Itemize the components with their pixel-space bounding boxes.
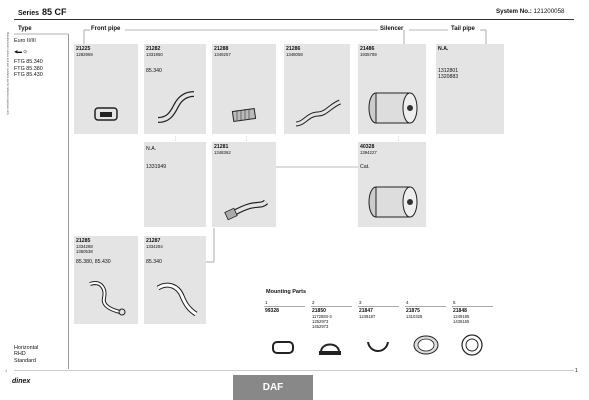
part-ref: 1349257: [214, 52, 231, 57]
u-bolt-clamp-icon: [317, 338, 345, 358]
sidebar-divider: [68, 34, 69, 369]
part-card-21486[interactable]: [358, 44, 426, 134]
page-number: 1: [575, 368, 578, 374]
curved-pipe-icon: [292, 96, 344, 132]
part-card-tail-pipe-na[interactable]: [436, 44, 504, 134]
part-card-21285[interactable]: [74, 236, 138, 324]
mounting-item-4[interactable]: 4 21875 1310328: [405, 300, 446, 360]
part-number: 21287: [146, 238, 161, 244]
part-ref: 1282969: [76, 52, 93, 57]
part-number: 21281: [214, 144, 229, 150]
part-card-21281[interactable]: [212, 142, 276, 227]
part-number: 21486: [360, 46, 375, 52]
catalyst-silencer-icon: [366, 182, 420, 224]
series-value: 85 CF: [42, 7, 67, 17]
system-number-value: 121200058: [533, 8, 565, 15]
dinex-logo: dinex: [12, 378, 31, 385]
column-front-pipe: Front pipe: [91, 26, 121, 32]
svg-text:⋮: ⋮: [173, 136, 178, 142]
column-type: Type: [18, 26, 32, 32]
part-card-na-1331949[interactable]: [144, 142, 206, 227]
part-note: 1312801 1320883: [438, 68, 459, 80]
part-ref: 1348362: [214, 150, 231, 155]
vertical-disclaimer: Manufacturers names and part numbers are for reference purposes only: [6, 32, 9, 115]
mounting-item-3[interactable]: 3 21847 1249187: [358, 300, 399, 360]
part-note: N.A. 1331949: [146, 146, 167, 170]
part-ref: 1350538: [76, 249, 93, 254]
part-number: 21282: [146, 46, 161, 52]
model-list: [14, 59, 68, 79]
part-card-21225[interactable]: [74, 44, 138, 134]
series-label: Series 85 CF: [18, 7, 67, 17]
part-note: Cat.: [360, 164, 370, 170]
model-item: FTG 85.430: [14, 72, 43, 79]
band-clamp-icon: [411, 332, 441, 358]
part-ref: 1394227: [360, 150, 377, 155]
brand-tab: DAF: [233, 375, 313, 400]
gasket-ring-icon: [458, 332, 486, 358]
mounting-part-number: 21875: [406, 308, 420, 314]
part-note: 85.380, 85.430: [76, 259, 111, 265]
config-icons: ◀▬ ⊙: [14, 48, 27, 54]
model-item: FTG 85.340: [14, 59, 43, 66]
pipe-with-hose-icon: [222, 192, 270, 224]
column-tail-pipe: Tail pipe: [451, 26, 475, 32]
part-number: N.A.: [438, 46, 449, 52]
mounting-item-5[interactable]: 5 21848 1249185 1436165: [452, 300, 493, 360]
mounting-part-number: 99328: [265, 308, 279, 314]
part-note: 85.340: [146, 259, 162, 265]
svg-text:⋮: ⋮: [244, 136, 249, 142]
part-ref: 1935789: [360, 52, 377, 57]
part-card-21282[interactable]: [144, 44, 206, 134]
part-number: 21285: [76, 238, 91, 244]
mounting-part-number: 21850: [312, 308, 326, 314]
part-card-21287[interactable]: [144, 236, 206, 324]
mounting-part-number: 21848: [453, 308, 467, 314]
part-note: 85.340: [146, 68, 162, 74]
mounting-item-2[interactable]: 2 21850 1172883-3 1252973 1452973: [311, 300, 352, 360]
mounting-config: Horizontal RHD Standard: [14, 345, 39, 364]
svg-text:⋮: ⋮: [396, 136, 401, 142]
part-ref: 1334288: [76, 244, 93, 249]
part-ref: 1334284: [146, 244, 163, 249]
clamp-part-icon: [92, 104, 122, 126]
emission-standard: Euro II/III: [14, 38, 36, 44]
mounting-parts-title: Mounting Parts: [266, 289, 307, 295]
system-number: System No.: 121200058: [496, 8, 565, 15]
mounting-part-number: 21847: [359, 308, 373, 314]
part-ref: 1331950: [146, 52, 163, 57]
strap-clamp-icon: [364, 336, 392, 358]
part-card-40328[interactable]: [358, 142, 426, 227]
column-silencer: Silencer: [380, 26, 404, 32]
part-number: 21225: [76, 46, 91, 52]
part-number: 40328: [360, 144, 375, 150]
bent-pipe-icon: [152, 276, 202, 320]
model-item: FTG 85.380: [14, 65, 43, 72]
footer-rule: [14, 370, 574, 371]
silencer-icon: [366, 88, 420, 130]
page-number-left: 1: [5, 368, 8, 373]
part-number: 21286: [286, 46, 301, 52]
clamp-icon: [270, 338, 298, 358]
front-pipe-bend-icon: [152, 88, 200, 130]
part-card-21286[interactable]: [284, 44, 350, 134]
type-panel: [14, 34, 68, 79]
part-ref: 1348058: [286, 52, 303, 57]
part-card-21288[interactable]: [212, 44, 276, 134]
flex-hose-icon: [230, 106, 260, 126]
part-number: 21288: [214, 46, 229, 52]
s-pipe-icon: [82, 276, 132, 320]
mounting-item-1[interactable]: 1 99328: [264, 300, 305, 360]
